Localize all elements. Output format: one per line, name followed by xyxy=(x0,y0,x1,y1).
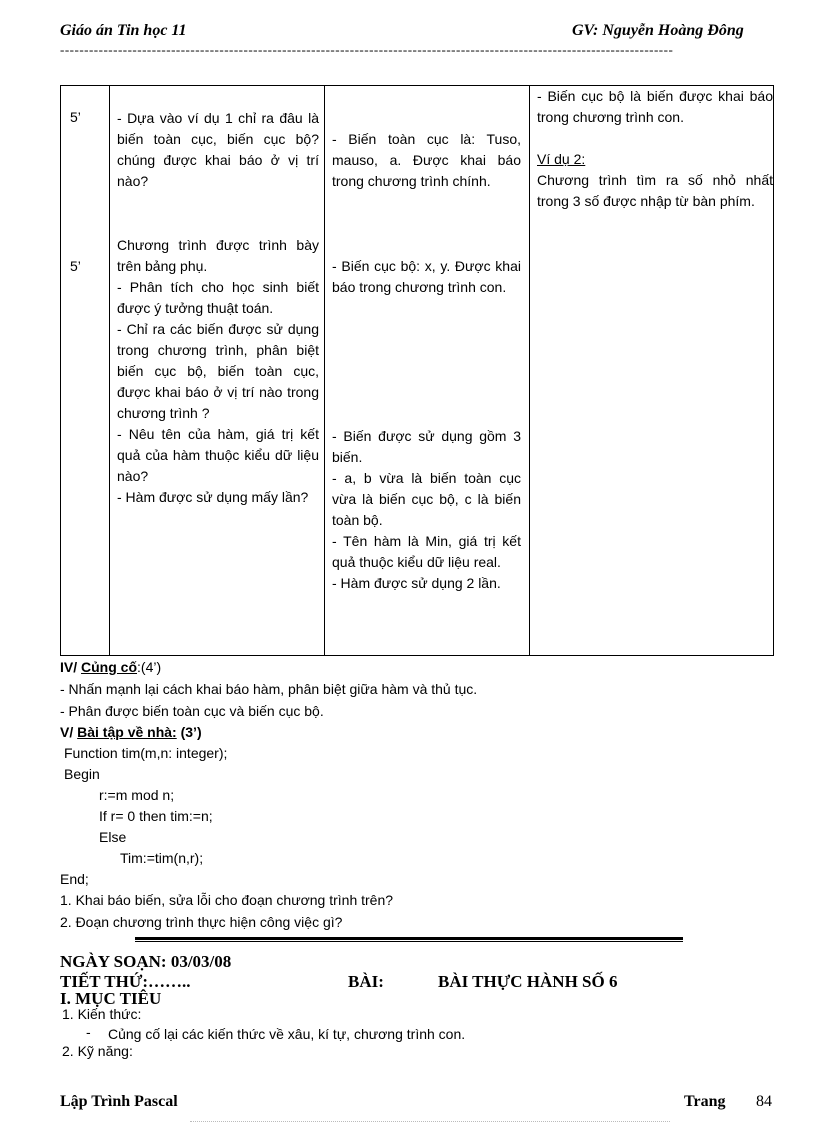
footer-dotted-line xyxy=(190,1121,670,1122)
lesson-label: BÀI: xyxy=(348,972,384,991)
code-line: Function tim(m,n: integer); xyxy=(64,745,228,761)
section-4-item: - Nhấn mạnh lại cách khai báo hàm, phân biệt giữa hàm và thủ tục. xyxy=(60,681,478,697)
header-right: GV: Nguyễn Hoàng Đông xyxy=(572,22,744,39)
section-5-heading: V/ Bài tập về nhà: (3’) xyxy=(60,724,202,740)
code-line: Else xyxy=(99,829,127,845)
objectives-heading: I. MỤC TIÊU xyxy=(60,989,162,1008)
table-column-divider xyxy=(109,86,110,655)
example-label: Ví dụ 2: xyxy=(537,151,586,167)
code-line: End; xyxy=(60,871,89,887)
table-column-divider xyxy=(324,86,325,655)
objective-knowledge: 1. Kiến thức: xyxy=(62,1006,142,1022)
row1-teacher-activity: - Dựa vào ví dụ 1 chỉ ra đâu là biến toàn cục, biến cục bộ? chúng được khai báo ở vị trí nào? xyxy=(117,110,319,189)
lesson-table xyxy=(60,85,774,656)
preparation-date: NGÀY SOẠN: 03/03/08 xyxy=(60,952,232,971)
row1-time: 5’ xyxy=(70,109,81,125)
row1-student-activity: - Biến toàn cục là: Tuso, mauso, a. Được khai báo trong chương trình chính. xyxy=(332,131,521,189)
header-left: Giáo án Tin học 11 xyxy=(60,22,187,39)
section-divider xyxy=(135,937,683,940)
row2-student-activity-b: - Biến được sử dụng gồm 3 biến. - a, b vừa là biến toàn cục vừa là biến cục bộ, c là biến toàn bộ. - Tên hàm là Min, giá trị kết quả thuộc kiểu dữ liệu real. - Hàm được sử dụng 2 lần. xyxy=(332,428,521,591)
section-4-heading: IV/ Củng cố:(4’) xyxy=(60,659,162,675)
code-line: Tim:=tim(n,r); xyxy=(120,850,204,866)
objective-knowledge-text: Củng cố lại các kiến thức về xâu, kí tự, chương trình con. xyxy=(108,1026,466,1042)
lesson-title: BÀI THỰC HÀNH SỐ 6 xyxy=(438,972,618,991)
row2-time: 5’ xyxy=(70,258,81,274)
period-number: TIẾT THỨ:…….. xyxy=(60,972,191,991)
row2-teacher-activity: Chương trình được trình bày trên bảng phụ. - Phân tích cho học sinh biết được ý tưởng thuật toán. - Chỉ ra các biến được sử dụng trong chương trình, phân biệt biến cục bộ, biến toàn cục, được khai báo ở vị trí nào trong chương trình ? - Nêu tên của hàm, giá trị kết quả của hàm thuộc kiểu dữ liệu nào? - Hàm được sử dụng mấy lần? xyxy=(117,237,319,505)
example-text: Chương trình tìm ra số nhỏ nhất trong 3 số được nhập từ bàn phím. xyxy=(537,172,773,209)
footer-page-label: Trang xyxy=(684,1093,726,1110)
footer-page-number: 84 xyxy=(756,1093,772,1110)
footer-course-name: Lập Trình Pascal xyxy=(60,1093,178,1110)
content-column xyxy=(537,86,773,212)
content-local-variable: - Biến cục bộ là biến được khai báo trong chương trình con. xyxy=(537,88,773,125)
bullet-marker: - xyxy=(86,1024,91,1040)
homework-question: 2. Đoạn chương trình thực hiện công việc gì? xyxy=(60,914,343,930)
table-column-divider xyxy=(529,86,530,655)
section-4-item: - Phân được biến toàn cục và biến cục bộ. xyxy=(60,703,324,719)
code-line: r:=m mod n; xyxy=(99,787,175,803)
homework-question: 1. Khai báo biến, sửa lỗi cho đoạn chương trình trên? xyxy=(60,892,394,908)
objective-skills: 2. Kỹ năng: xyxy=(62,1043,133,1059)
section-divider xyxy=(135,941,683,942)
row2-student-activity-a: - Biến cục bộ: x, y. Được khai báo trong chương trình con. xyxy=(332,258,521,295)
code-line: If r= 0 then tim:=n; xyxy=(99,808,213,824)
header-separator: ------------------------------------------------------------------------------------------------------------------------------- xyxy=(60,42,674,57)
code-line: Begin xyxy=(64,766,100,782)
